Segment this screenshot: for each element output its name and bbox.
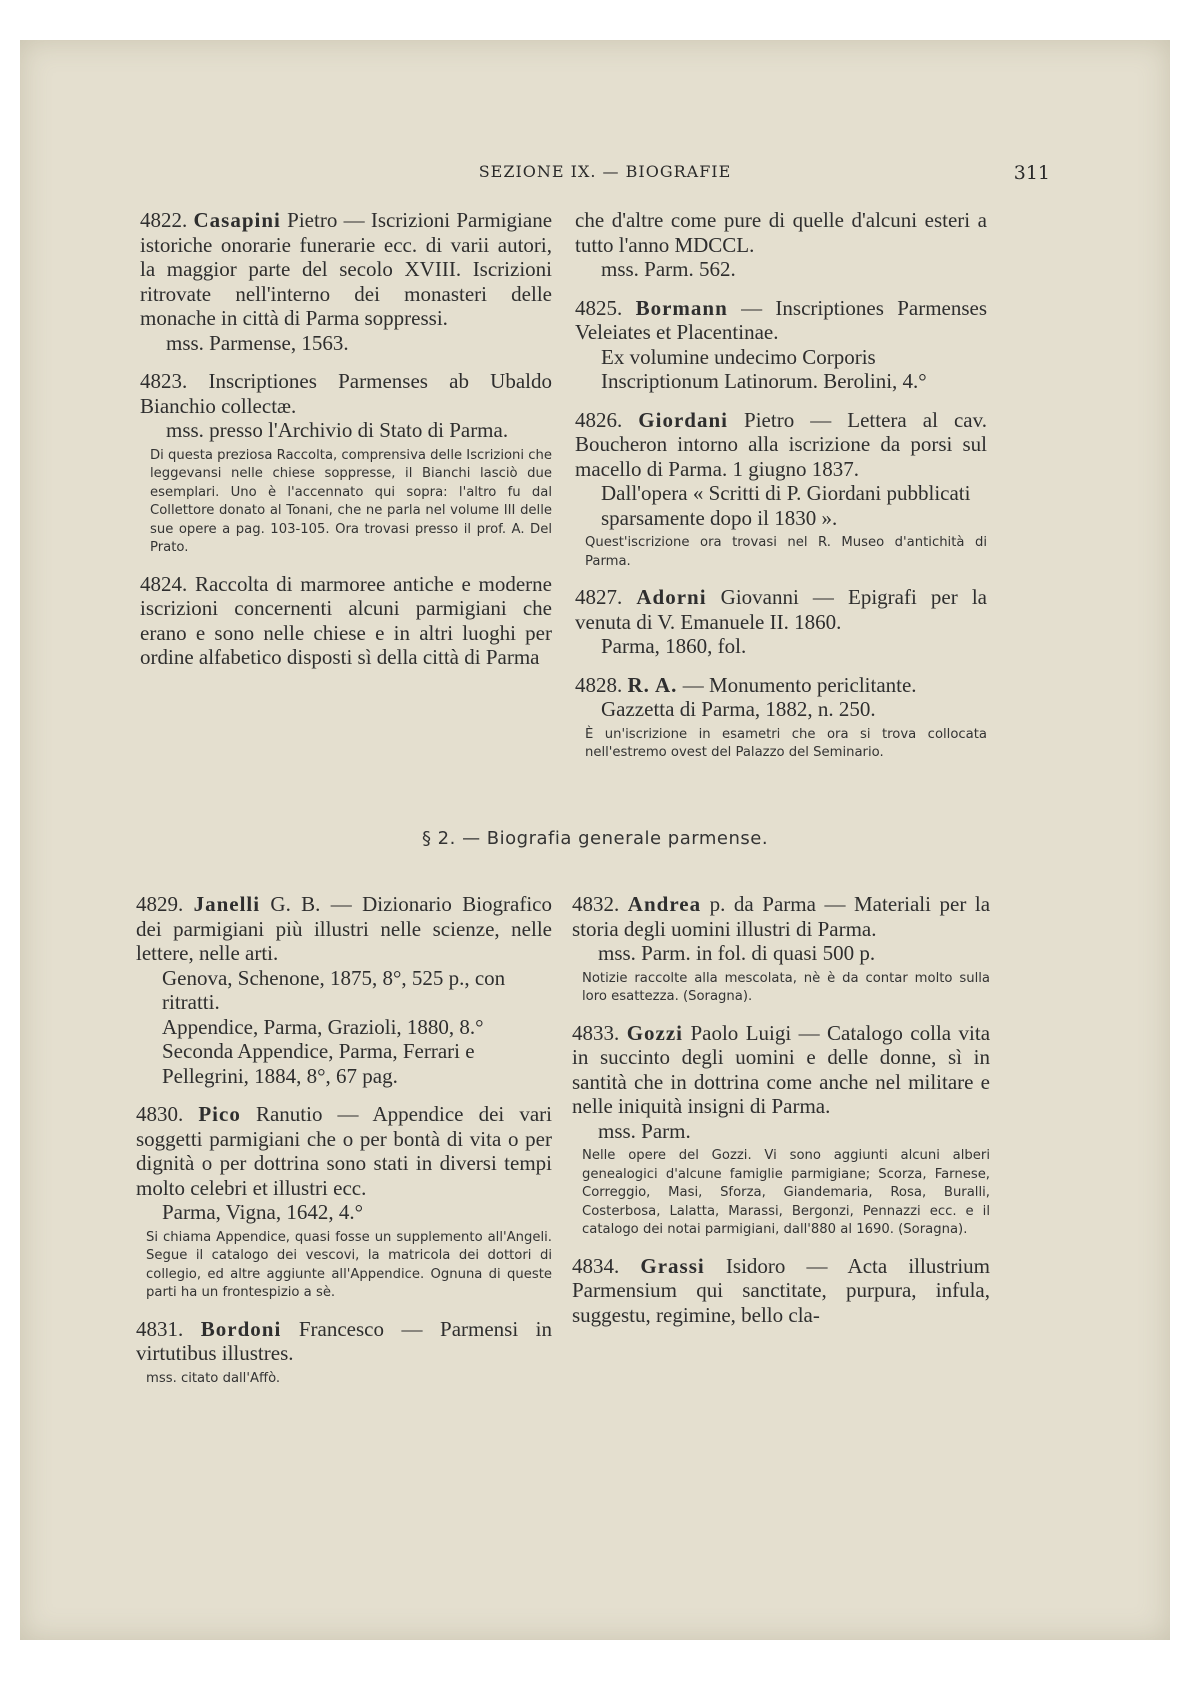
section-header-title: SEZIONE IX. — BIOGRAFIE [478,162,732,181]
author-name: Andrea [627,892,702,916]
entry-note: Si chiama Appendice, quasi fosse un supplemento all'Angeli. Segue il catalogo dei vescovi, la matricola dei dottori di collegio, ed altre aggiunte all'Appendice. Ognuna di queste parti ha un frontespizio a sè. [146,1229,552,1300]
running-header [160,162,1050,194]
entry-main-text [140,208,552,331]
top-right-column [575,208,987,777]
entry-imprint: mss. Parm. in fol. di quasi 500 p. [598,941,876,965]
author-name: Casapini [193,208,281,232]
entry-title-text: Isidoro — Acta illustrium Parmensium qui sanctitate, purpura, infula, suggestu, regimine, bello cla- [572,1253,991,1327]
entry-title-text: Giovanni — Epigrafi per la venuta di V. Emanuele II. 1860. [575,585,988,634]
entry-title-text: Inscriptiones Parmenses ab Ubaldo Bianchio collectæ. [140,369,552,418]
entry-title-text: Pietro — Iscrizioni Parmigiane istoriche onorarie funerarie ecc. di varii autori, la maggior parte del secolo XVIII. Iscrizioni ritrovate nell'interno dei monasteri delle monache in città di Parma soppressi. [140,208,553,330]
entry-note: Nelle opere del Gozzi. Vi sono aggiunti alcuni alberi genealogici d'alcune famiglie parmigiane; Scorza, Farnese, Correggio, Masi, Sforza, Giandemaria, Rosa, Buralli, Costerbosa, Lalatta, Marassi, Bergonzi, Pennazzi ecc. e il catalogo dei notai parmigiani, dall'880 al 1690. (Soragna). [582,1148,990,1237]
entry-main-text [575,208,987,257]
book-page [20,40,1170,1640]
entry-title-text: G. B. — Dizionario Biografico dei parmigiani più illustri nelle scienze, nelle lettere, nelle arti. [136,892,553,965]
entry-note: Quest'iscrizione ora trovasi nel R. Museo d'antichità di Parma. [585,535,987,569]
entry-number: 4823. [140,369,188,393]
bibliography-entry [572,1021,990,1240]
author-name: Adorni [636,585,707,609]
entry-imprint: Seconda Appendice, Parma, Ferrari e Pellegrini, 1884, 8°, 67 pag. [162,1039,475,1088]
entry-title-text: che d'altre come pure di quelle d'alcuni esteri a tutto l'anno MDCCL. [575,208,987,257]
entry-imprint: mss. Parm. 562. [601,257,736,281]
author-name: R. A. [627,672,678,697]
entry-imprint: Appendice, Parma, Grazioli, 1880, 8.° [162,1014,484,1039]
entry-number: 4834. [572,1253,620,1278]
entry-imprint: mss. Parm. [598,1118,691,1143]
author-name: Gozzi [626,1020,683,1045]
bibliography-entry [575,673,987,763]
entry-main-text [575,673,987,698]
author-name: Janelli [193,892,261,916]
author-name: Giordani [638,407,728,432]
top-left-column [140,208,552,684]
entry-imprint: Parma, Vigna, 1642, 4.° [162,1200,363,1224]
entry-imprint: Ex volumine undecimo Corporis Inscriptionum Latinorum. Berolini, 4.° [601,344,927,393]
bibliography-entry [136,1102,552,1303]
entry-number: 4828. [575,672,623,697]
entry-title-text: Raccolta di marmoree antiche e moderne iscrizioni concernenti alcuni parmigiani che erano e sono nelle chiese e in altri luoghi per ordine alfabetico disposti sì della città di Parma [140,571,552,669]
entry-title-text: — Inscriptiones Parmenses Veleiates et Placentinae. [575,295,988,344]
entry-main-text [140,369,552,418]
entry-title-text: — Monumento periclitante. [682,672,917,697]
entry-number: 4832. [572,892,620,916]
entry-main-text [572,1021,990,1119]
entry-number: 4824. [140,571,188,596]
entry-main-text [575,408,987,482]
entry-main-text [136,1102,552,1200]
bibliography-entry [572,892,990,1007]
entry-imprint: Genova, Schenone, 1875, 8°, 525 p., con ritratti. [162,965,506,1014]
entry-note: Notizie raccolte alla mescolata, nè è da contar molto sulla loro esattezza. (Soragna). [582,970,990,1004]
bottom-right-column [572,892,990,1341]
entry-main-text [575,296,987,345]
page-number: 311 [1013,162,1050,184]
bibliography-entry [575,408,987,572]
entry-main-text [140,572,552,670]
entry-imprint: Gazzetta di Parma, 1882, n. 250. [601,697,876,721]
bibliography-entry [140,369,552,558]
bibliography-entry [136,1317,552,1389]
entry-number: 4825. [575,295,623,320]
bibliography-entry [140,572,552,670]
entry-number: 4829. [136,892,184,916]
bibliography-entry [575,296,987,394]
author-name: Grassi [640,1253,705,1278]
entry-note: mss. citato dall'Affò. [146,1370,281,1386]
entry-main-text [572,1254,990,1328]
author-name: Pico [198,1102,241,1126]
bibliography-entry [140,208,552,355]
section-heading: § 2. — Biografia generale parmense. [421,828,769,849]
bibliography-entry [572,1254,990,1328]
bibliography-entry [136,892,552,1088]
entry-imprint: Dall'opera « Scritti di P. Giordani pubblicati sparsamente dopo il 1830 ». [601,481,971,530]
entry-title-text: Pietro — Lettera al cav. Boucheron intorno alla iscrizione da porsi sul macello di Parma. 1 giugno 1837. [575,407,987,481]
entry-title-text: Paolo Luigi — Catalogo colla vita in succinto degli uomini e delle donne, sì in santità che in dottrina come anche nel militare e nelle iniquità insigni di Parma. [572,1020,991,1118]
entry-number: 4827. [575,585,623,609]
entry-title-text: Francesco — Parmensi in virtutibus illustres. [136,1316,553,1365]
entry-main-text [136,1317,552,1366]
entry-main-text [572,892,990,941]
entry-note: È un'iscrizione in esametri che ora si trova collocata nell'estremo ovest del Palazzo del Seminario. [585,726,987,760]
entry-main-text [136,892,552,966]
entry-number: 4833. [572,1020,620,1045]
bibliography-entry [575,208,987,282]
author-name: Bordoni [200,1316,282,1341]
author-name: Bormann [635,295,728,320]
entry-main-text [575,585,987,634]
bibliography-entry [575,585,987,659]
bottom-left-column [136,892,552,1402]
entry-number: 4826. [575,407,623,432]
entry-number: 4822. [140,208,188,232]
entry-note: Di questa preziosa Raccolta, comprensiva delle Iscrizioni che leggevansi nelle chiese soppresse, il Bianchi lasciò due esemplari. Uno è l'accennato qui sopra: l'altro fu dal Collettore donato al Tonani, che ne parla nel volume III delle sue opere a pag. 103-105. Ora trovasi presso il prof. A. Del Prato. [150,447,552,555]
entry-title-text: Ranutio — Appendice dei vari soggetti parmigiani che o per bontà di vita o per dignità o per dottrina sono stati in diversi tempi molto celebri et illustri ecc. [136,1102,552,1200]
entry-imprint: Parma, 1860, fol. [601,634,747,658]
entry-imprint: mss. Parmense, 1563. [166,330,349,355]
entry-number: 4830. [136,1102,184,1126]
entry-title-text: p. da Parma — Materiali per la storia degli uomini illustri di Parma. [572,892,991,941]
entry-imprint: mss. presso l'Archivio di Stato di Parma. [166,418,509,442]
entry-number: 4831. [136,1316,184,1341]
